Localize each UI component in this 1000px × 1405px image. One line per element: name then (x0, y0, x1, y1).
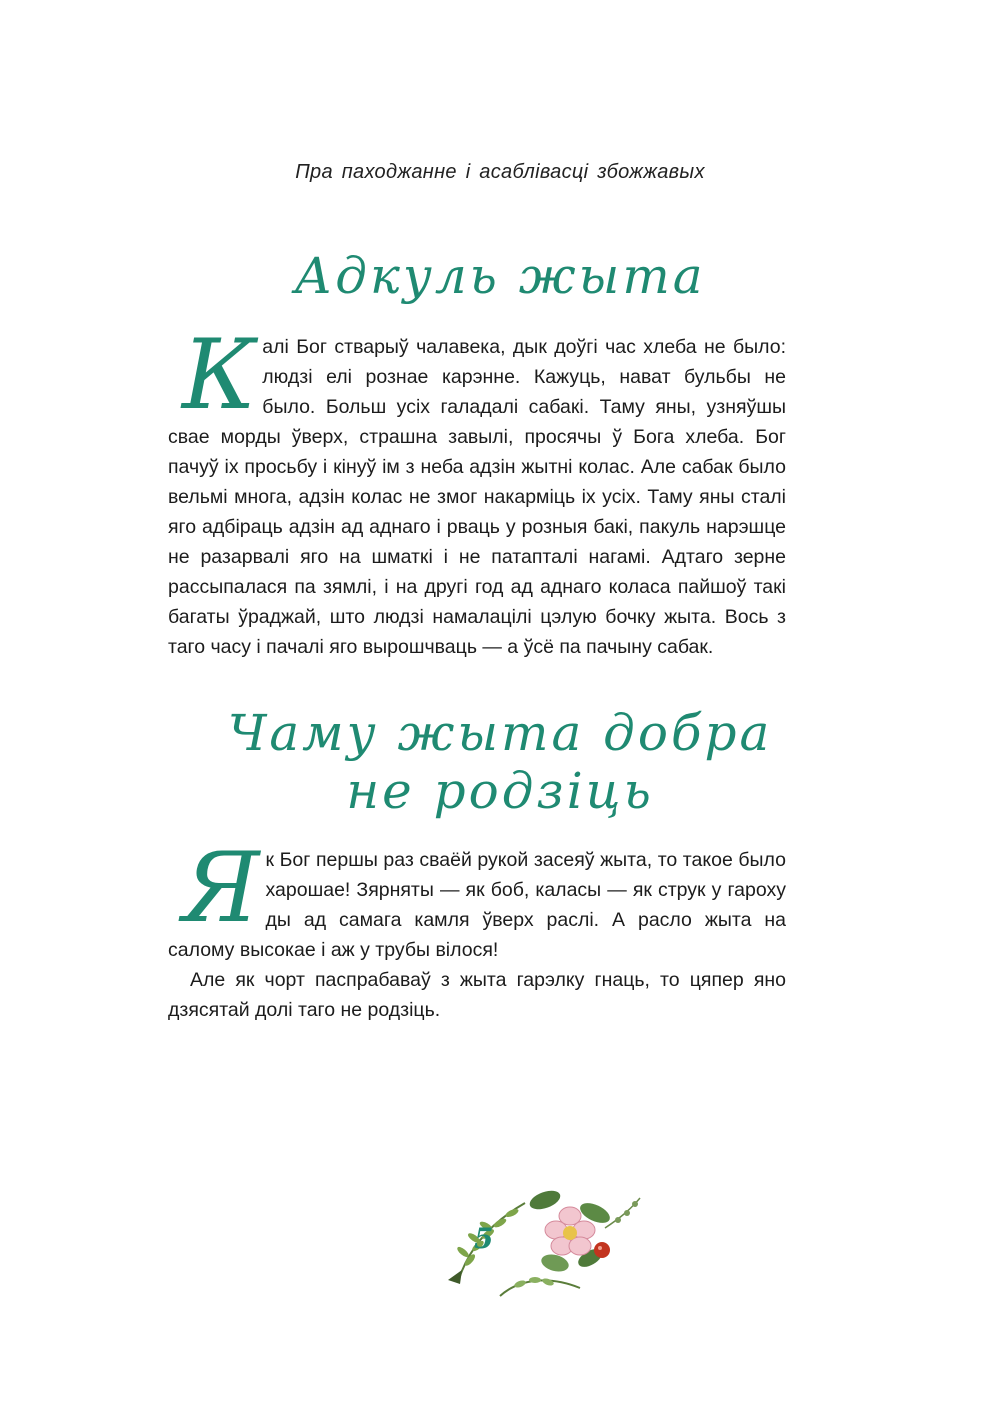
story-body (168, 319, 786, 662)
floral-ornament-icon (430, 1168, 650, 1298)
story-body (168, 832, 786, 1025)
drop-cap: Я (182, 832, 260, 944)
page-number: 5 (474, 1222, 494, 1255)
story-title-line: Чаму жыта добра (227, 704, 773, 762)
story-title-line: не родзіць (346, 762, 654, 820)
story-title: Адкуль жыта (294, 247, 706, 305)
running-head: Пра паходжанне і асаблівасці збожжавых (295, 161, 705, 183)
story-title (0, 704, 1000, 820)
drop-cap: К (182, 319, 257, 431)
story-paragraph: Але як чорт паспрабаваў з жыта гарэлку гнаць, то цяпер яно дзясятай долі таго не родзіць. (168, 969, 786, 1021)
story-paragraph: к Бог першы раз сваёй рукой засеяў жыта, то такое было харошае! Зярняты — як боб, каласы — як струк у гароху ды ад самага камля ўверх раслі. А расло жыта на салому высокае і аж у трубы вілося! (168, 849, 786, 961)
story-paragraph: алі Бог стварыў чалавека, дык доўгі час хлеба не было: людзі елі рознае карэнне. Кажуць, нават бульбы не было. Больш усіх галадалі сабакі. Таму яны, узняўшы свае морды ўверх, страшна завылі, просячы ў Бога хлеба. Бог пачуў іх просьбу і кінуў ім з неба адзін жытні колас. Але сабак было вельмі многа, адзін колас не змог накарміць іх усіх. Таму яны сталі яго адбіраць адзін ад аднаго і рваць у розныя бакі, пакуль нарэшце не разарвалі яго на шматкі і не патапталі нагамі. Адтаго зерне рассыпалася па зямлі, і на другі год ад аднаго коласа пайшоў такі багаты ўраджай, што людзі намалацілі цэлую бочку жыта. Вось з таго часу і пачалі яго вырошчваць — а ўсё па пачыну сабак. (168, 336, 786, 658)
